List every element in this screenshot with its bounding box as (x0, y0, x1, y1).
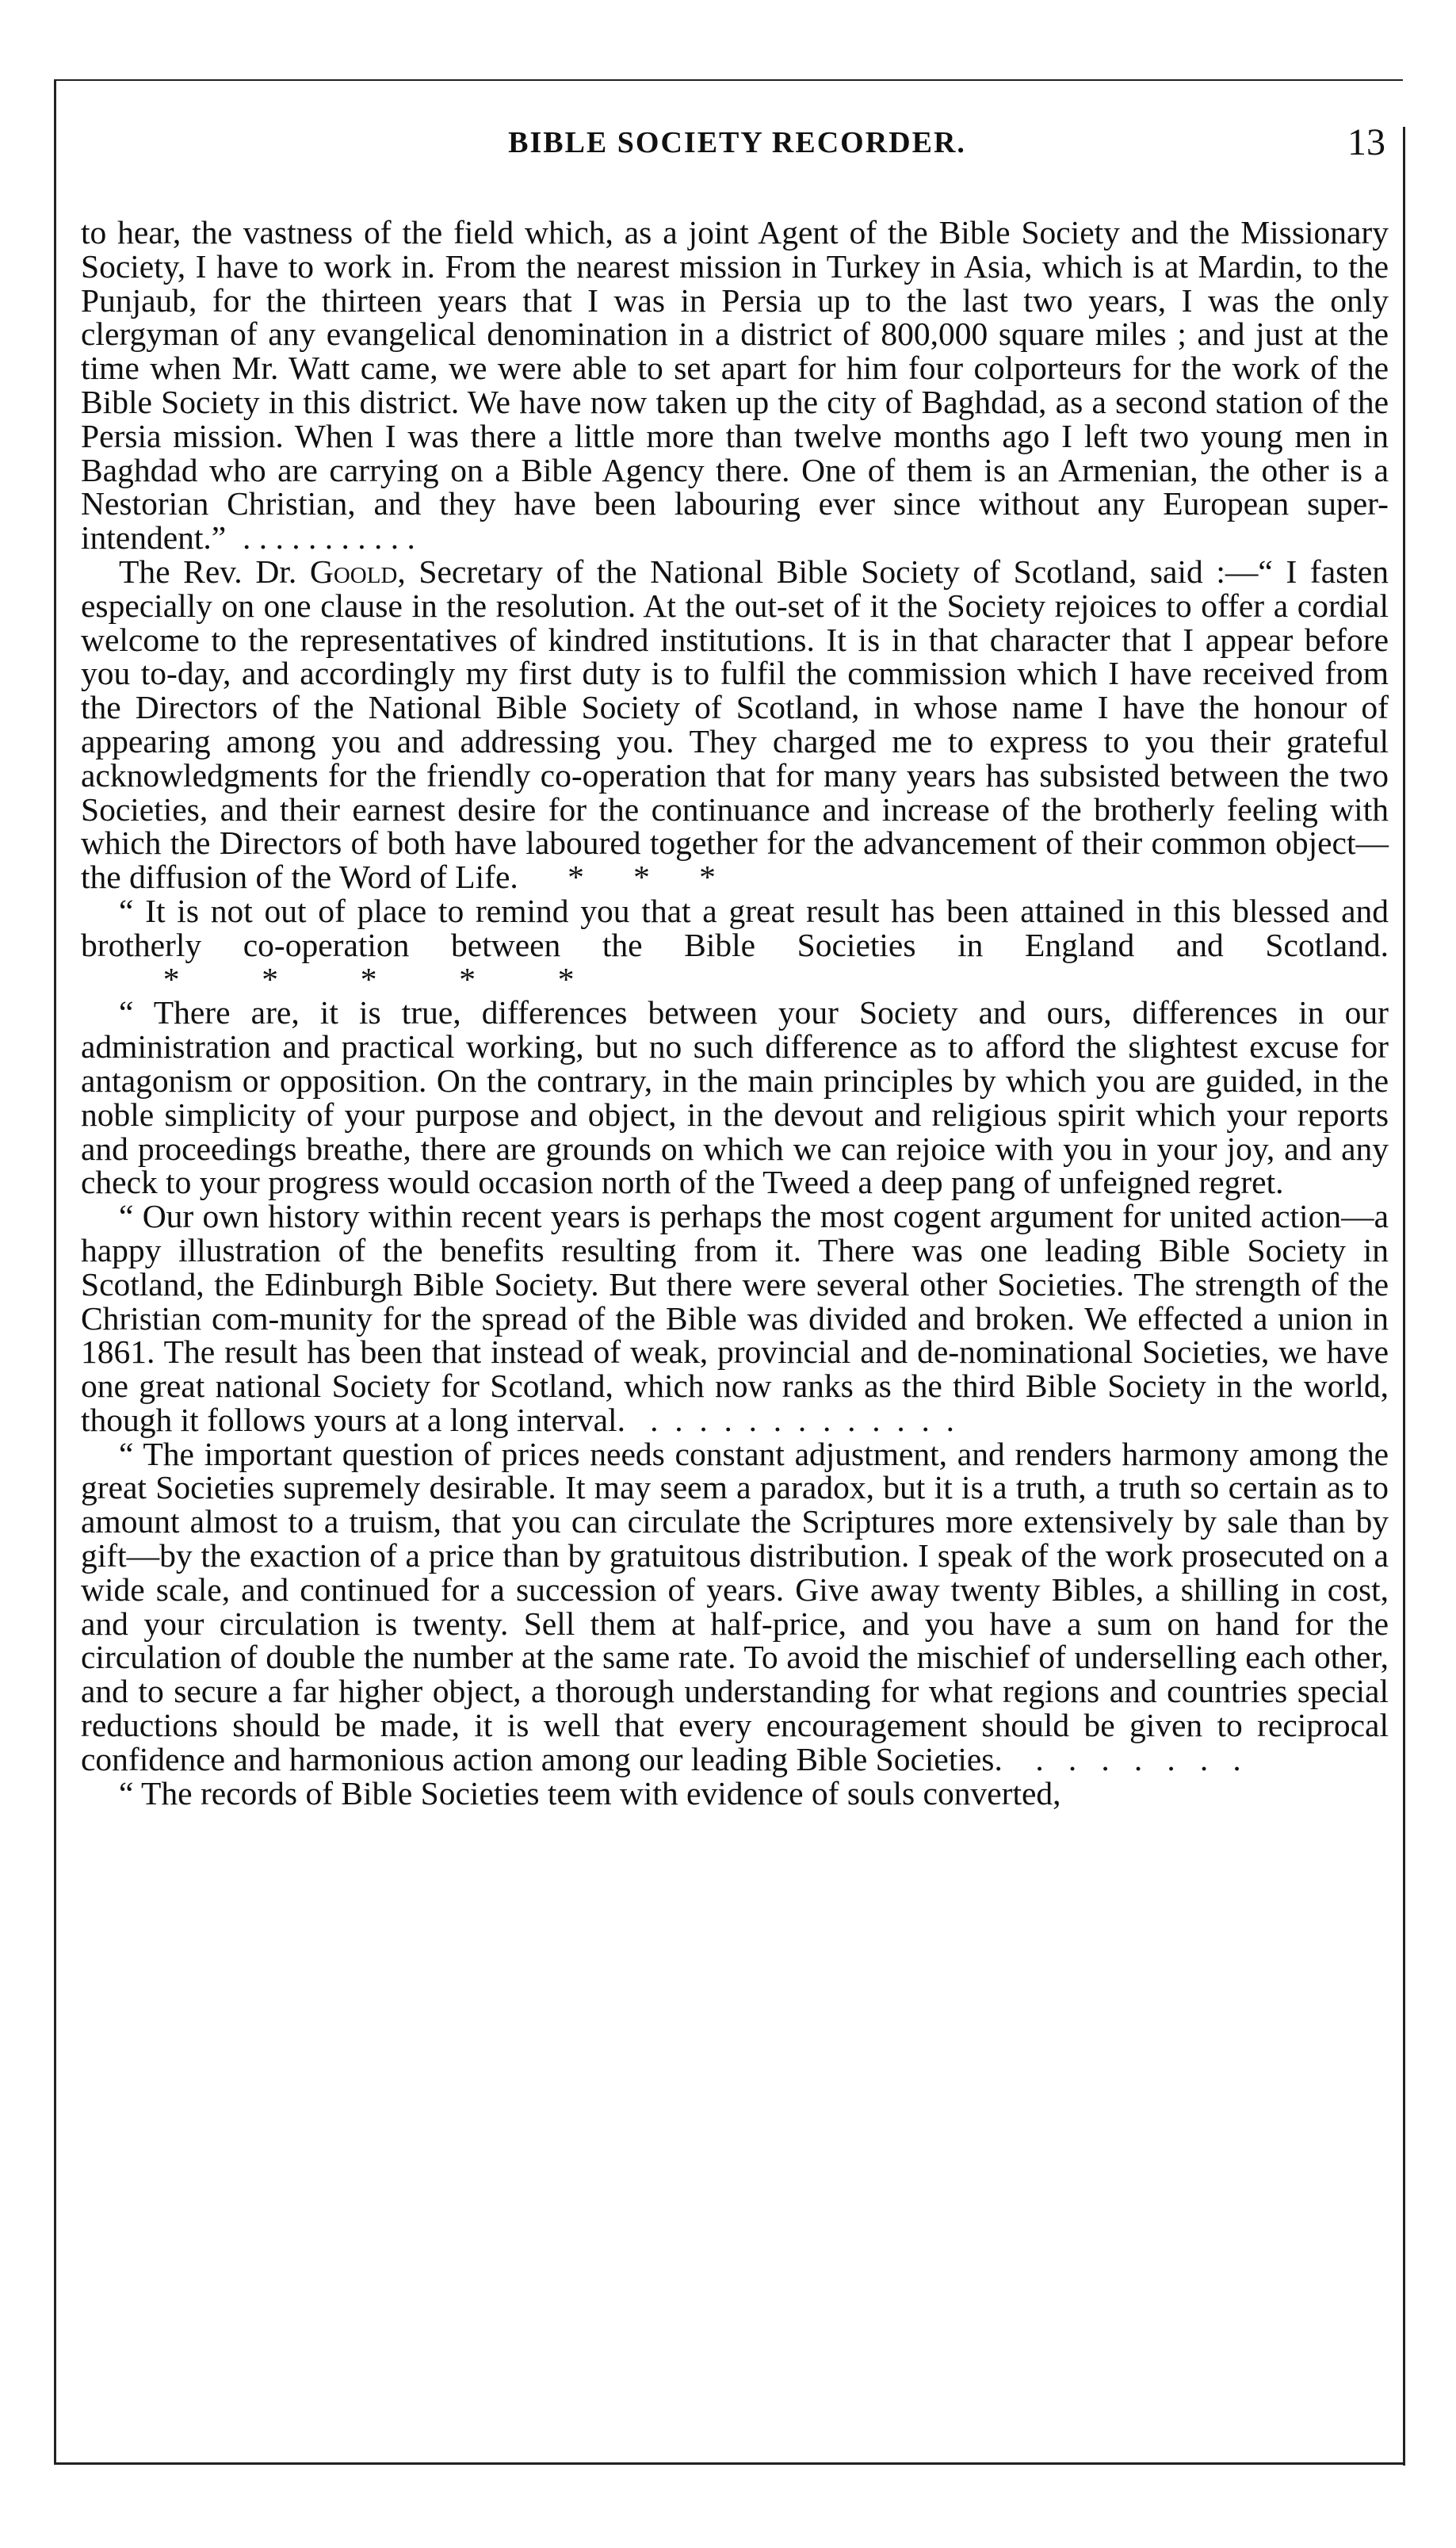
paragraph-3-asterisks: * * * * * (81, 960, 575, 997)
paragraph-2-lead: The Rev. Dr. (119, 553, 310, 590)
paragraph-1-ellipsis: . . . . . . . . . . . (234, 519, 415, 557)
paragraph-6-text: “ The important question of prices needs constant adjustment, and renders harmony among the great Societies supremely desirable. It may seem a paradox, but it is a truth, a truth so certain as to amount almost to a truism, that you can circulate the Scriptures more extensively by sale than by gift—by the exaction of a price than by gratuitous distribution. I speak of the work prosecuted on a wide scale, and continued for a succession of years. Give away twenty Bibles, a shilling in cost, and your circulation is twenty. Sell them at half-price, and you have a sum on hand for the circulation of double the number at the same rate. To avoid the mischief of underselling each other, and to secure a far higher object, a thorough understanding for what regions and countries special reductions should be made, it is well that every encouragement should be given to reciprocal confidence and harmonious action among our leading Bible Societies. (81, 1435, 1389, 1777)
right-border-rule (1403, 127, 1405, 2466)
paragraph-2 (81, 555, 1389, 894)
paragraph-4-text: “ There are, it is true, differences between your Society and ours, differences in our administration and practical working, but no such difference as to afford the slightest excuse for antagonism or opposition. On the contrary, in the main principles by which you are guided, in the noble simplicity of your purpose and object, in the devout and religious spirit which your reports and proceedings breathe, there are grounds on which we can rejoice with you in your joy, and any check to your progress would occasion north of the Tweed a deep pang of unfeigned regret. (81, 994, 1389, 1201)
paragraph-5-ellipsis: . . . . . . . . . . . . . (633, 1401, 954, 1438)
paragraph-4 (81, 996, 1389, 1199)
paragraph-7 (81, 1774, 1389, 1812)
speaker-name: Goold (309, 553, 398, 590)
paragraph-2-asterisks: * * * (526, 859, 716, 896)
paragraph-6 (81, 1437, 1389, 1777)
page-header (79, 121, 1395, 173)
paragraph-2-text: , Secretary of the National Bible Society of Scotland, said :—“ I fasten especially on one clause in the resolution. At the out-set of it the Society rejoices to offer a cordial welcome to the representatives of kindred institutions. It is in that character that I appear before you to-day, and accordingly my first duty is to fulfil the commission which I have received from the Directors of the National Bible Society of Scotland, in whose name I have the honour of appearing among you and addressing you. They charged me to express to you their grateful acknowledgments for the friendly co-operation that for many years has subsisted between the two Societies, and their earnest desire for the continuance and increase of the brotherly feeling with which the Directors of both have laboured together for the advancement of their common object—the diffusion of the Word of Life. (81, 553, 1389, 896)
running-title: BIBLE SOCIETY RECORDER. (508, 126, 966, 159)
article-body (81, 216, 1389, 1810)
left-border-rule (54, 79, 56, 2464)
top-border-rule (54, 79, 1403, 81)
paragraph-5-text: “ Our own history within recent years is perhaps the most cogent argument for united action—a happy illustration of the benefits resulting from it. There was one leading Bible Society in Scotland, the Edinburgh Bible Society. But there were several other Societies. The strength of the Christian com-munity for the spread of the Bible was divided and broken. We effected a union in 1861. The result has been that instead of weak, provincial and de-nominational Societies, we have one great national Society for Scotland, which now ranks as the third Bible Society in the world, though it follows yours at a long interval. (81, 1198, 1389, 1438)
paragraph-5 (81, 1199, 1389, 1437)
paragraph-3 (81, 894, 1389, 996)
page-number: 13 (1347, 121, 1385, 163)
paragraph-1-text: to hear, the vastness of the field which, as a joint Agent of the Bible Society and the Missionary Society, I have to work in. From the nearest mission in Turkey in Asia, which is at Mardin, to the Punjaub, for the thirteen years that I was in Persia up to the last two years, I was the only clergyman of any evangelical denomination in a district of 800,000 square miles ; and just at the time when Mr. Watt came, we were able to set apart for him four colporteurs for the work of the Bible Society in this district. We have now taken up the city of Baghdad, as a second station of the Persia mission. When I was there a little more than twelve months ago I left two young men in Baghdad who are carrying on a Bible Agency there. One of them is an Armenian, the other is a Nestorian Christian, and they have been labouring ever since without any European super-intendent.” (81, 214, 1389, 557)
paragraph-1 (81, 216, 1389, 555)
paragraph-7-text: “ The records of Bible Societies teem with evidence of souls converted, (119, 1774, 1061, 1812)
paragraph-6-ellipsis: . . . . . . . (1011, 1740, 1241, 1777)
paragraph-3-text: “ It is not out of place to remind you that a great result has been attained in this blessed and brotherly co-operation between the Bible Societies in England and Scotland. (81, 892, 1389, 963)
bottom-border-rule (54, 2462, 1405, 2465)
